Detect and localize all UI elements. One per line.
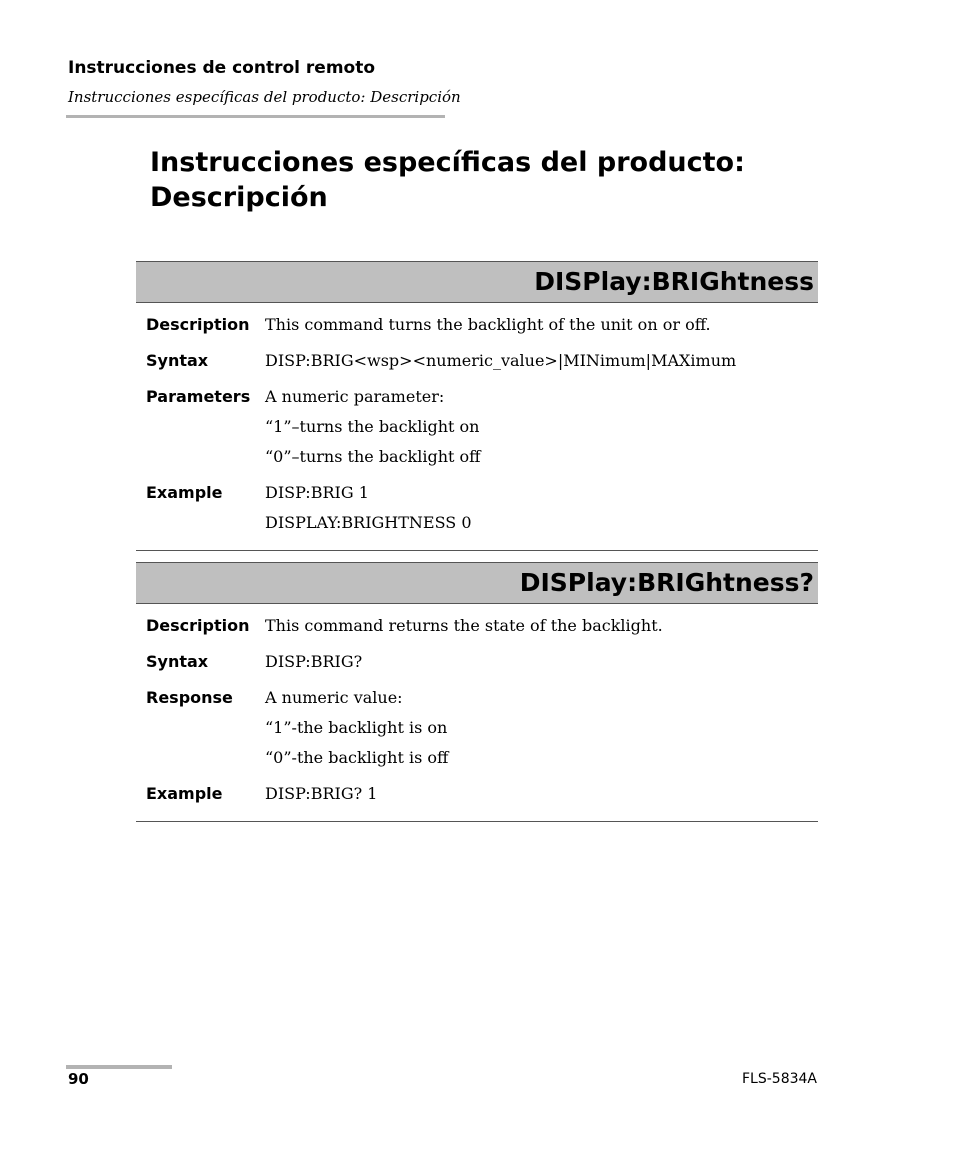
row-value [265, 382, 818, 472]
row-value [265, 779, 818, 809]
command-body [136, 604, 818, 822]
row-example [136, 779, 818, 809]
command-name: DISPlay:BRIGhtness [534, 267, 814, 296]
value-line: DISPLAY:BRIGHTNESS 0 [265, 513, 472, 532]
command-header [136, 261, 818, 303]
row-value [265, 310, 818, 340]
row-description [136, 310, 818, 340]
row-value [265, 683, 818, 773]
row-label: Syntax [146, 351, 209, 370]
row-label: Parameters [146, 387, 251, 406]
value-line: A numeric parameter: [265, 387, 445, 406]
row-value [265, 611, 818, 641]
value-line: DISP:BRIG? 1 [265, 784, 378, 803]
row-value [265, 647, 818, 677]
document-code: FLS-5834A [742, 1071, 817, 1087]
row-response [136, 683, 818, 773]
page-title [150, 145, 850, 215]
value-line: This command returns the state of the backlight. [265, 616, 663, 635]
row-value [265, 478, 818, 538]
value-line: “0”–turns the backlight off [265, 447, 481, 466]
header-rule [66, 115, 445, 118]
page-title-line-2: Descripción [150, 182, 328, 213]
row-example [136, 478, 818, 538]
value-line: “1”–turns the backlight on [265, 417, 480, 436]
row-label: Response [146, 688, 233, 707]
row-parameters [136, 382, 818, 472]
command-table-brightness-query [136, 562, 818, 822]
command-name: DISPlay:BRIGhtness? [519, 568, 814, 597]
row-label: Example [146, 784, 223, 803]
running-title: Instrucciones de control remoto [68, 58, 376, 78]
footer-rule [66, 1065, 172, 1069]
running-subtitle: Instrucciones específicas del producto: Descripción [68, 88, 461, 106]
row-label: Syntax [146, 652, 209, 671]
value-line: DISP:BRIG? [265, 652, 363, 671]
value-line: DISP:BRIG<wsp><numeric_value>|MINimum|MAXimum [265, 351, 737, 370]
row-syntax [136, 346, 818, 376]
row-syntax [136, 647, 818, 677]
value-line: DISP:BRIG 1 [265, 483, 369, 502]
row-description [136, 611, 818, 641]
row-label: Description [146, 315, 250, 334]
row-label: Example [146, 483, 223, 502]
page-number: 90 [68, 1070, 89, 1088]
value-line: “0”-the backlight is off [265, 748, 449, 767]
value-line: A numeric value: [265, 688, 403, 707]
command-header [136, 562, 818, 604]
value-line: “1”-the backlight is on [265, 718, 448, 737]
value-line: This command turns the backlight of the unit on or off. [265, 315, 711, 334]
command-body [136, 303, 818, 551]
page-title-line-1: Instrucciones específicas del producto: [150, 147, 745, 178]
row-value [265, 346, 818, 376]
row-label: Description [146, 616, 250, 635]
command-table-brightness [136, 261, 818, 551]
